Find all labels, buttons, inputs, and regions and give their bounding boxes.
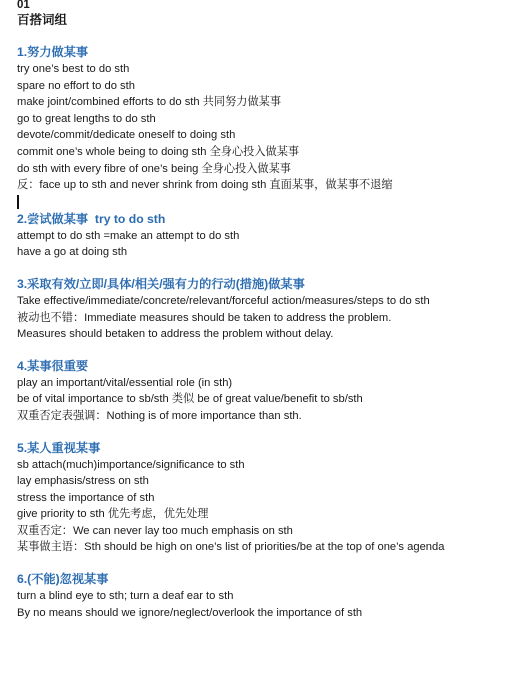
phrase-line[interactable]: attempt to do sth =make an attempt to do sth: [17, 229, 240, 242]
phrase-line[interactable]: play an important/vital/essential role (in sth): [17, 376, 233, 389]
phrase-line[interactable]: 反：face up to sth and never shrink from doing sth 直面某事，做某事不退缩: [17, 179, 393, 192]
phrase-line[interactable]: 被动也不错：Immediate measures should be taken to address the problem.: [17, 311, 392, 324]
section-title: 6.(不能)忽视某事: [17, 572, 109, 587]
section-title: [17, 210, 516, 228]
phrase-line[interactable]: be of vital importance to sb/sth 类似 be of great value/benefit to sb/sth: [17, 393, 363, 406]
phrase-line[interactable]: 双重否定：We can never lay too much emphasis on sth: [17, 524, 293, 537]
phrase-line[interactable]: turn a blind eye to sth; turn a deaf ear to sth: [17, 590, 234, 603]
phrase-line[interactable]: Take effective/immediate/concrete/relevant/forceful action/measures/steps to do sth: [17, 294, 430, 307]
section-title-text: 2.尝试做某事: [17, 211, 89, 226]
phrase-line[interactable]: 某事做主语：Sth should be high on one’s list of priorities/be at the top of one’s agenda: [17, 541, 445, 554]
phrase-line[interactable]: try one’s best to do sth: [17, 63, 130, 75]
phrase-line[interactable]: lay emphasis/stress on sth: [17, 475, 149, 488]
phrase-line[interactable]: make joint/combined efforts to do sth 共同努力做某事: [17, 96, 282, 109]
section-title: 3.采取有效/立即/具体/相关/强有力的行动(措施)做某事: [17, 276, 305, 291]
phrase-line[interactable]: commit one’s whole being to doing sth 全身心投入做某事: [17, 145, 300, 158]
phrase-line[interactable]: stress the importance of sth: [17, 491, 155, 504]
phrase-line[interactable]: Measures should betaken to address the problem without delay.: [17, 328, 334, 341]
phrase-line[interactable]: sb attach(much)importance/significance to sth: [17, 458, 245, 471]
phrase-line[interactable]: 双重否定表强调：Nothing is of more importance than sth.: [17, 409, 302, 422]
section-3: [17, 275, 516, 343]
section-1: [17, 43, 516, 210]
phrase-line[interactable]: spare no effort to do sth: [17, 79, 135, 92]
section-5: [17, 439, 516, 557]
section-title-english: try to do sth: [94, 211, 166, 226]
phrase-line[interactable]: devote/commit/dedicate oneself to doing sth: [17, 129, 236, 142]
text-cursor-line[interactable]: [17, 194, 516, 210]
section-title: 5.某人重视某事: [17, 440, 101, 455]
section-title: 1.努力做某事: [17, 45, 89, 59]
phrase-line[interactable]: have a go at doing sth: [17, 246, 128, 259]
phrase-line[interactable]: By no means should we ignore/neglect/overlook the importance of sth: [17, 606, 363, 619]
text-cursor: [17, 195, 19, 209]
phrase-line[interactable]: do sth with every fibre of one’s being 全身心投入做某事: [17, 162, 291, 175]
phrase-line[interactable]: go to great lengths to do sth: [17, 112, 156, 125]
document-number: 01: [17, 0, 30, 11]
section-title: 4.某事很重要: [17, 358, 89, 373]
phrase-line[interactable]: give priority to sth 优先考虑，优先处理: [17, 508, 209, 521]
section-6: [17, 570, 516, 621]
document-title: 百搭词组: [17, 13, 68, 27]
section-4: [17, 357, 516, 425]
section-2: [17, 210, 516, 261]
